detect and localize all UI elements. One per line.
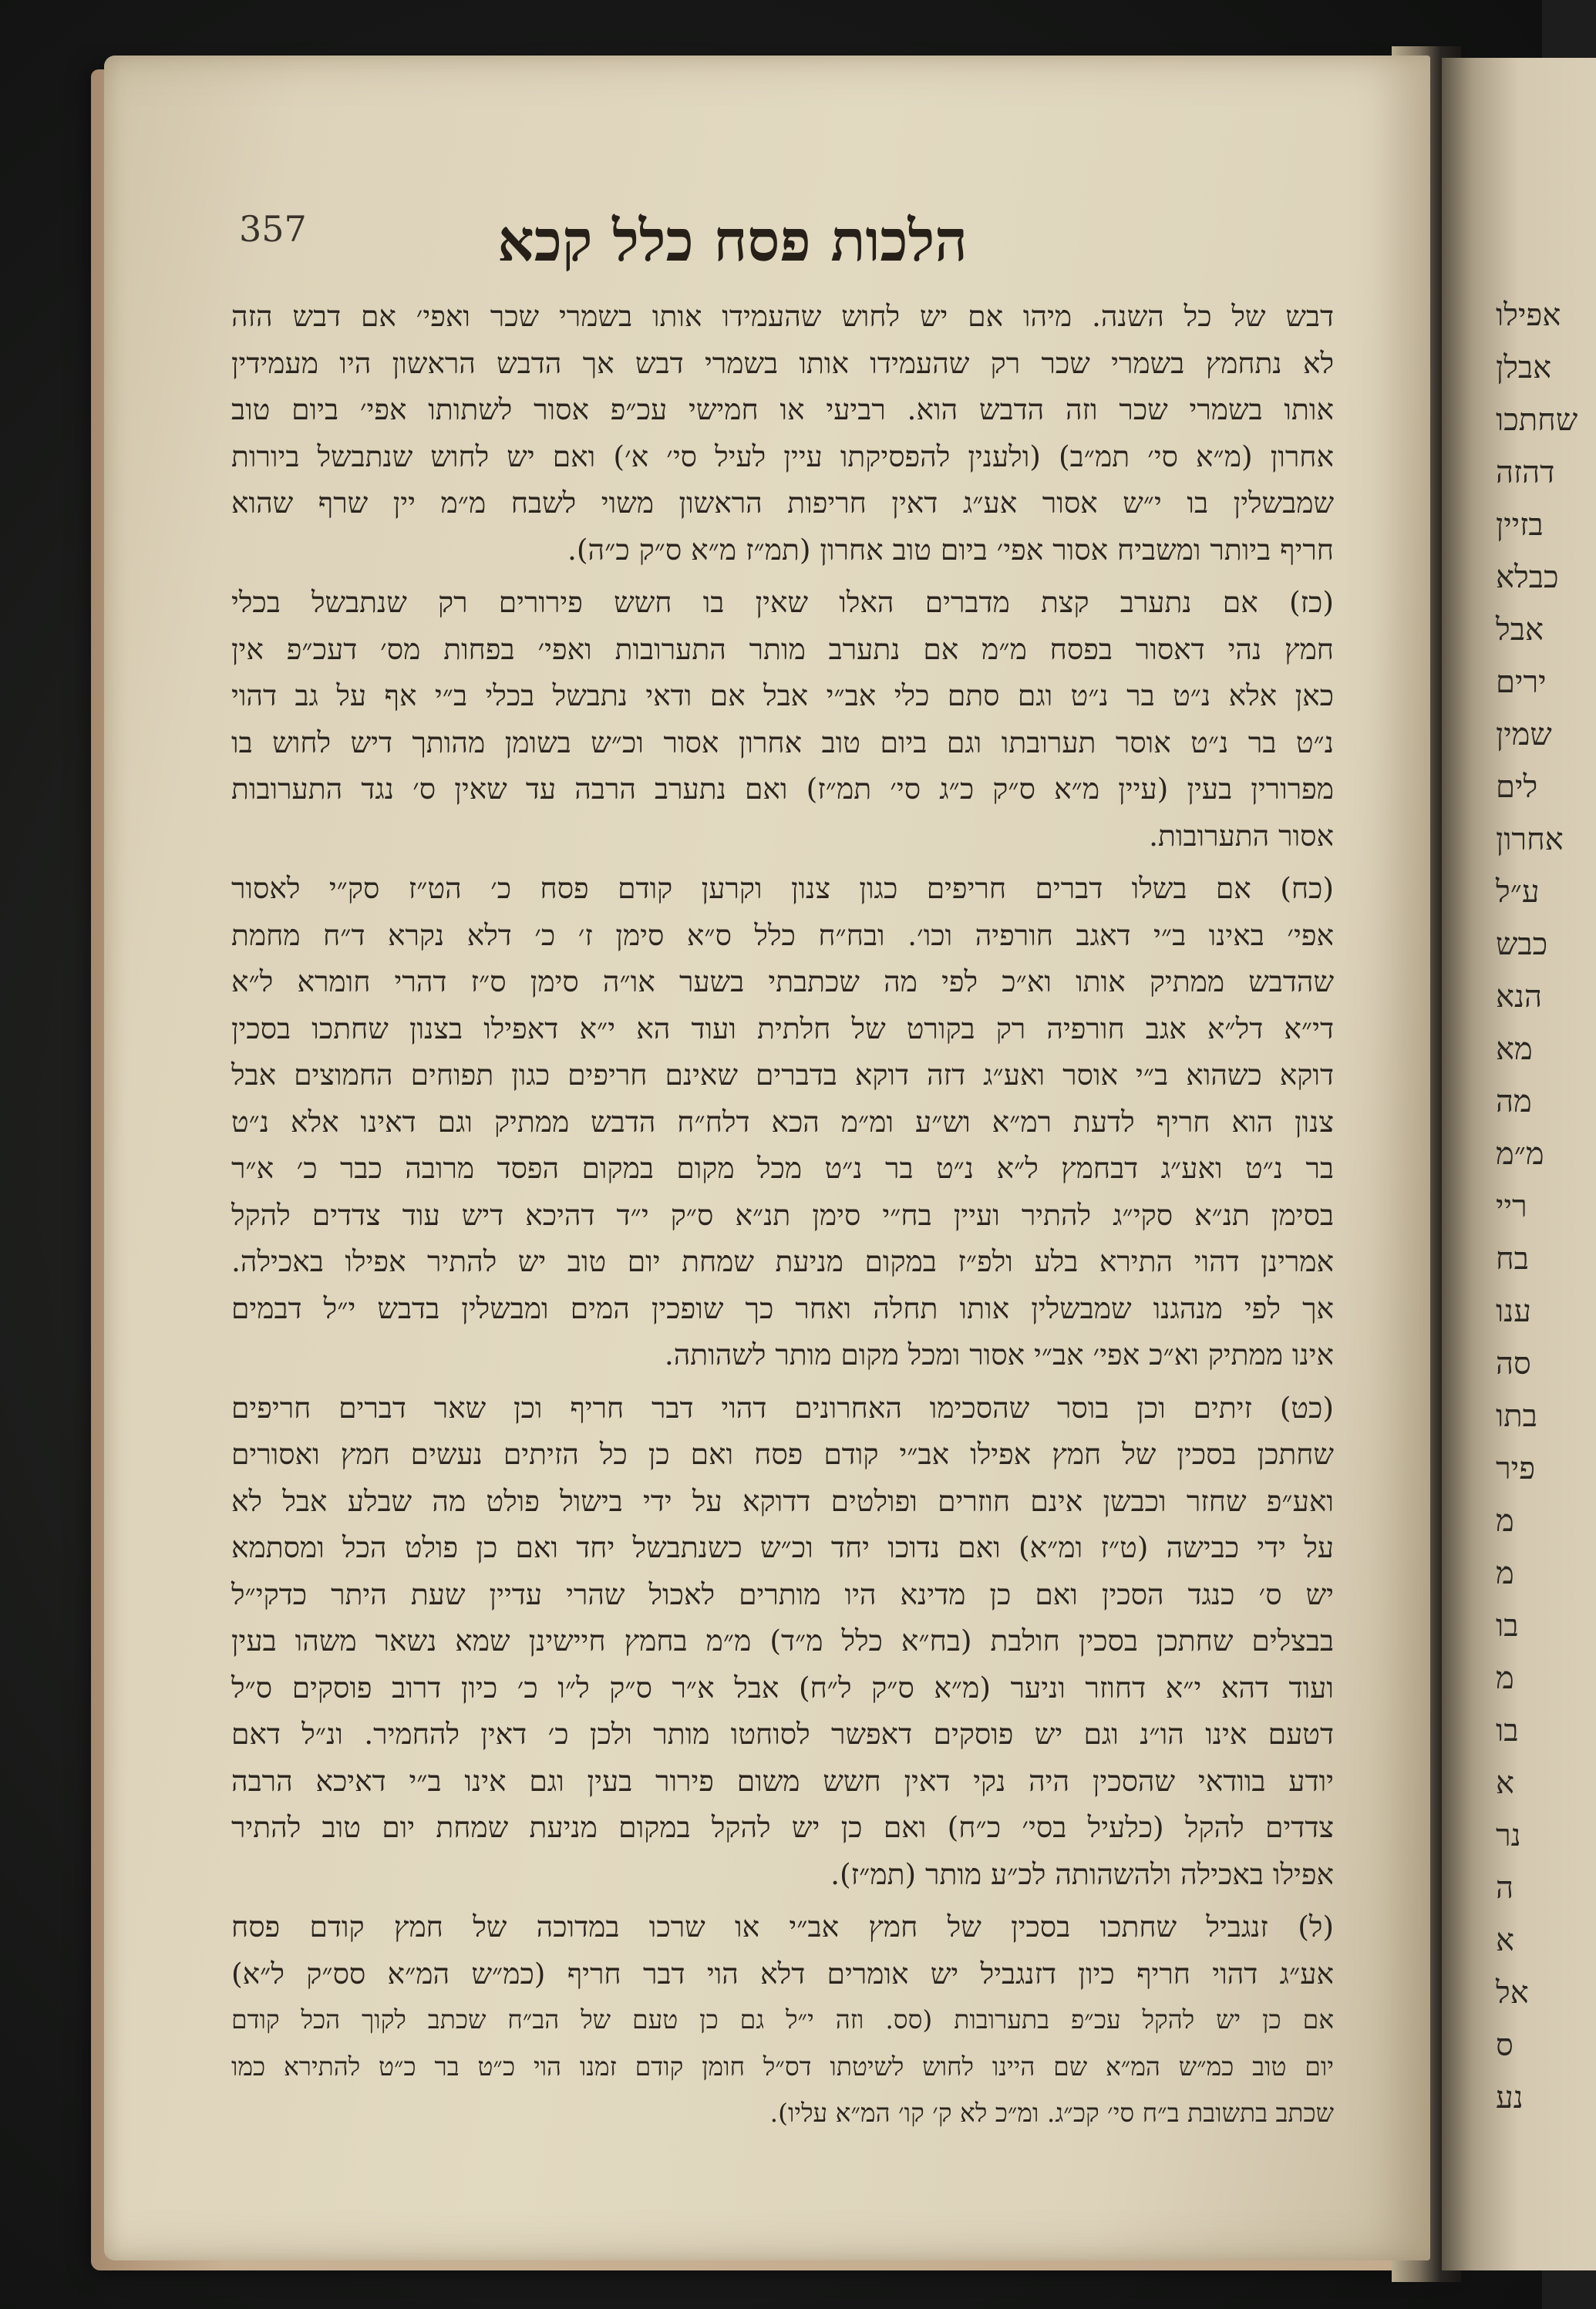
text-line: אפי׳ באינו ב״י דאגב חורפיה וכו׳. ובח״ח כלל ס״א סימן ז׳ כ׳ דלא נקרא ד״ח מחמת: [231, 917, 1334, 952]
text-line: יש ס׳ כנגד הסכין ואם כן מדינא היו מותרים לאכול שהרי עדיין שעת היתר כדקי״ל: [231, 1577, 1334, 1611]
facing-page-fragment: אל: [1496, 1975, 1529, 2011]
facing-page-fragment: בתו: [1496, 1399, 1537, 1434]
paragraph: [231, 1903, 1334, 2137]
text-line: יום טוב כמ״ש המ״א שם היינו לחוש לשיטתו דס״ל חומן קודם זמנו הוי כ״ט בר כ״ט להתירא כמו: [231, 2051, 1334, 2082]
text-line: אם כן יש להקל עכ״פ בתערובות (סס. וזה י״ל גם כן טעם של הב״ח שכתב לקוך הכל קודם: [231, 2004, 1334, 2035]
facing-page-fragment: אבלן: [1496, 350, 1552, 385]
text-line: בר נ״ט ואע״ג דבחמץ ל״א נ״ט בר נ״ט מכל מקום במקום הפסד מרובה כבר כ׳ א״ר: [231, 1151, 1334, 1185]
text-line: שכתב בתשובת ב״ח סי׳ קכ״ג. ומ״כ לא ק׳ קו׳ המ״א עליו).: [769, 2098, 1334, 2128]
text-line: בסימן תנ״א סקי״ג להתיר ועיין בח״י סימן תנ״א ס״ק י״ד דהיכא דיש עוד צדדים להקל: [231, 1197, 1334, 1232]
paragraph: [231, 1385, 1334, 1898]
paragraph-gap: [231, 859, 1334, 865]
paragraph: [231, 293, 1334, 573]
facing-page-fragment: ריי: [1496, 1189, 1527, 1224]
text-line: על ידי כבישה (ט״ז ומ״א) ואם נדוכו יחד וכ״ש כשנתבשל יחד ואם כן פולט הכל ומסתמא: [231, 1530, 1334, 1564]
facing-page-fragment: נע: [1496, 2080, 1524, 2115]
page-number: 357: [239, 208, 307, 250]
paragraph-gap: [231, 1378, 1334, 1385]
facing-page-fragment: מ״מ: [1496, 1136, 1544, 1172]
facing-page-fragment: מה: [1496, 1084, 1532, 1119]
facing-page-fragment: אבל: [1496, 612, 1544, 648]
text-line: ואע״פ שחזר וכבשן אינם חוזרים ופולטים דדוקא על ידי בישול פולט מה שבלע אבל לא: [231, 1483, 1334, 1518]
text-line: אינו ממתיק וא״כ אפי׳ אב״י אסור ומכל מקום מותר לשהותה.: [664, 1338, 1334, 1372]
facing-page-fragment: ס: [1496, 2028, 1514, 2063]
facing-page-fragment: דהזה: [1496, 455, 1555, 490]
text-line: (כח) אם בשלו דברים חריפים כגון צנון וקרען קודם פסח כ׳ הט״ז סק״י לאסור: [231, 871, 1334, 905]
facing-page-fragment: לים: [1496, 769, 1538, 805]
text-line: נ״ט בר נ״ט אוסר תערובתו וגם ביום טוב אחרון אסור וכ״ש בשומן מהותך דיש לחוש בו: [231, 725, 1334, 759]
text-line: צנון הוא חריף לדעת רמ״א וש״ע ומ״מ הכא דלח״ח הדבש ממתיק וגם דאינו אלא נ״ט: [231, 1104, 1334, 1139]
facing-page-fragment: שחתכו: [1496, 402, 1578, 438]
facing-page-fragment: מ: [1496, 1661, 1514, 1696]
text-line: אותו בשמרי שכר וזה הדבש הוא. רביעי או חמישי עכ״פ אסור לשתותו אפי׳ ביום טוב: [231, 392, 1334, 426]
facing-page-fragment: פיר: [1496, 1451, 1536, 1486]
facing-page-fragment: אחרון: [1496, 822, 1564, 857]
text-line: לא נתחמץ בשמרי שכר רק שהעמידו אותו בשמרי דבש אך הדבש הראשון היו מעמידין: [231, 345, 1334, 380]
text-line: כאן אלא נ״ט בר נ״ט וגם סתם כלי אב״י אבל אם ודאי נתבשל בכלי ב״י אף על גב דהוי: [231, 678, 1334, 712]
paragraph: [231, 579, 1334, 859]
text-line: דטעם אינו הו״נ וגם יש פוסקים דאפשר לסוחטו מותר ולכן כ׳ דאין להחמיר. ונ״ל דאם: [231, 1717, 1334, 1751]
text-line: אפילו באכילה ולהשהותה לכ״ע מותר (תמ״ז).: [830, 1856, 1334, 1891]
facing-page-fragment: שמין: [1496, 717, 1552, 752]
facing-page-fragment: כבלא: [1496, 560, 1559, 595]
facing-page-fragment: בו: [1496, 1608, 1519, 1644]
text-line: צדדים להקל (כלעיל בסי׳ כ״ח) ואם כן יש להקל במקום מניעת שמחת יום טוב להתיר: [231, 1810, 1334, 1844]
body-text: [231, 293, 1334, 2143]
facing-page-fragment: מא: [1496, 1032, 1533, 1067]
facing-page: [1442, 58, 1596, 2270]
facing-page-fragment: נר: [1496, 1818, 1521, 1853]
text-line: די״א דל״א אגב חורפיה רק בקורט של חלתית ועוד הא י״א דאפילו בצנון שחתכו בסכין: [231, 1011, 1334, 1045]
facing-page-fragment: ענו: [1496, 1294, 1531, 1329]
text-line: שהדבש ממתיק אותו וא״כ לפי מה שכתבתי בשער או״ה סימן ס״ז דהרי חומרא ל״א: [231, 964, 1334, 998]
facing-page-fragment: בזיין: [1496, 507, 1544, 543]
text-line: יודע בוודאי שהסכין היה נקי דאין חשש משום פירור בעין וגם אינו ב״י דאיכא הרבה: [231, 1763, 1334, 1798]
facing-page-fragment: מ: [1496, 1503, 1514, 1539]
text-line: (כט) זיתים וכן בוסר שהסכימו האחרונים דהוי דבר חריף וכן שאר דברים חריפים: [231, 1390, 1334, 1425]
facing-page-fragment: סה: [1496, 1346, 1531, 1382]
text-line: מפרורין בעין (עיין מ״א ס״ק כ״ג סי׳ תמ״ז) ואם נתערב הרבה עד שאין ס׳ נגד התערובות: [231, 772, 1334, 806]
text-line: חמץ נהי דאסור בפסח מ״מ אם נתערב מותר התערובות ואפי׳ בפחות מס׳ דעכ״פ אין: [231, 631, 1334, 666]
text-line: אך לפי מנהגנו שמבשלין אותו תחלה ואחר כך שופכין המים ומבשלין בדבש י״ל דבמים: [231, 1291, 1334, 1325]
facing-page-fragment: אפילו: [1496, 298, 1561, 333]
facing-page-fragment: כבש: [1496, 927, 1548, 962]
paragraph: [231, 865, 1334, 1378]
facing-page-fragment: בח: [1496, 1241, 1529, 1277]
facing-page-fragment: ע״ל: [1496, 874, 1540, 910]
facing-page-fragment: ה: [1496, 1870, 1514, 1906]
text-line: (כז) אם נתערב קצת מדברים האלו שאין בו חשש פירורים רק שנתבשל בכלי: [231, 585, 1334, 619]
paragraph-gap: [231, 1897, 1334, 1903]
text-line: דבש של כל השנה. מיהו אם יש לחוש שהעמידו אותו בשמרי שכר ואפי׳ אם דבש הזה: [231, 299, 1334, 333]
text-line: שחתכן בסכין של חמץ אפילו אב״י קודם פסח ואם כן כל הזיתים נעשים חמץ ואסורים: [231, 1437, 1334, 1471]
text-line: דוקא כשהוא ב״י אוסר ואע״ג דזה דוקא בדברים שאינם חריפים כגון תפוחים החמוצים אבל: [231, 1058, 1334, 1092]
page-title: הלכות פסח כלל קכא: [497, 208, 968, 274]
text-line: (ל) זנגביל שחתכו בסכין של חמץ אב״י או שרכו במדוכה של חמץ קודם פסח: [231, 1910, 1334, 1944]
paragraph-gap: [231, 573, 1334, 579]
text-line: ועוד דהא י״א דחוזר וניער (מ״א ס״ק ל״ח) אבל א״ר ס״ק ל״ו כ׳ כיון דרוב פוסקים ס״ל: [231, 1670, 1334, 1705]
facing-page-fragment: הנא: [1496, 979, 1543, 1015]
facing-page-fragment: בו: [1496, 1713, 1519, 1749]
facing-page-fragment: מ: [1496, 1556, 1514, 1591]
paragraph-gap: [231, 2137, 1334, 2143]
text-line: אע״ג דהוי חריף כיון דזנגביל יש אומרים דלא הוי דבר חריף (כמ״ש המ״א סס״ק ל״א): [231, 1956, 1334, 1991]
text-line: אסור התערובות.: [1149, 818, 1334, 853]
text-line: שמבשלין בו י״ש אסור אע״ג דאין חריפות הראשון משוי לשבח מ״מ יין שרף שהוא: [231, 486, 1334, 520]
text-line: אחרון (מ״א סי׳ תמ״ב) (ולענין להפסיקתו עיין לעיל סי׳ א׳) ואם יש לחוש שנתבשל ביורות: [231, 439, 1334, 473]
facing-page-fragment: ירים: [1496, 665, 1547, 700]
text-line: חריף ביותר ומשביח אסור אפי׳ ביום טוב אחרון (תמ״ז מ״א ס״ק כ״ה).: [567, 532, 1334, 567]
facing-page-fragment: א: [1496, 1923, 1515, 1958]
text-line: אמרינן דהוי התירא בלע ולפ״ז במקום מניעת שמחת יום טוב יש להתיר אפילו באכילה.: [231, 1244, 1334, 1278]
text-line: בבצלים שחתכן בסכין חולבת (בח״א כלל מ״ד) מ״מ בחמץ חיישינן שמא נשאר משהו בעין: [231, 1624, 1334, 1658]
facing-page-fragment: א: [1496, 1765, 1515, 1801]
